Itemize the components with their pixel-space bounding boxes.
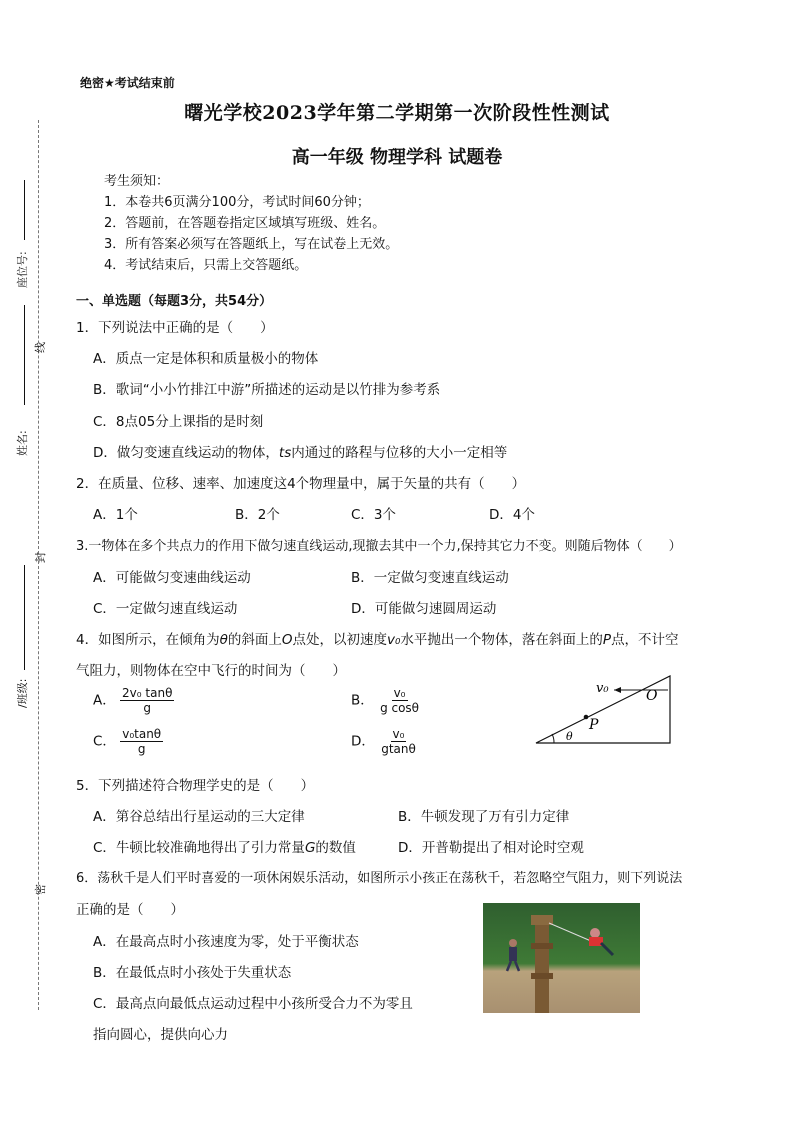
q4-stem-text: 的斜面上 — [227, 632, 282, 648]
q2-option-b: B．2个 — [235, 507, 280, 523]
q4-stem-text: 4．如图所示，在倾角为 — [76, 632, 220, 648]
point-p-dot — [584, 715, 589, 720]
notice-item: 1．本卷共6页满分100分，考试时间60分钟； — [104, 195, 370, 210]
binding-dashed-line — [38, 120, 39, 1010]
q4-option-b — [351, 686, 421, 715]
q2-option-a: A．1个 — [93, 507, 138, 523]
q4-stem-text: 点，不计空 — [611, 632, 679, 648]
q4-d-den: gtanθ — [381, 742, 416, 756]
q4-option-d — [351, 727, 418, 756]
figure-theta-label: θ — [566, 730, 573, 743]
q4-option-c — [93, 727, 163, 756]
q2-option-c: C．3个 — [351, 507, 397, 523]
q5-c-text: 的数值 — [315, 840, 356, 856]
q2-option-d: D．4个 — [489, 507, 535, 523]
q4-b-num: v₀ — [393, 686, 406, 700]
swing-post-band — [531, 943, 553, 949]
q4-b-fraction — [378, 686, 421, 715]
secret-label: 绝密★考试结束前 — [80, 76, 175, 90]
q2-stem: 2．在质量、位移、速率、加速度这4个物理量中，属于矢量的共有（ ） — [76, 476, 526, 492]
standing-child-body — [509, 947, 517, 961]
q4-point-o: O — [281, 632, 293, 648]
q1-option-a: A．质点一定是体积和质量极小的物体 — [93, 351, 319, 367]
q6-option-c-continued: 指向圆心，提供向心力 — [93, 1027, 228, 1043]
q1-d-text: 内通过的路程与位移的大小一定相等 — [291, 445, 508, 461]
angle-arc — [552, 734, 554, 743]
notice-heading: 考生须知： — [104, 174, 170, 189]
q4-b-label: B． — [351, 692, 374, 709]
q4-b-den: g cosθ — [380, 701, 420, 715]
q4-d-num: v₀ — [392, 727, 405, 741]
q4-a-fraction — [120, 686, 174, 715]
q4-a-num: 2v₀ tanθ — [122, 686, 173, 700]
q1-option-c: C．8点05分上课指的是时刻 — [93, 414, 264, 430]
q5-option-b: B．牛顿发现了万有引力定律 — [398, 809, 570, 825]
q5-option-d: D．开普勒提出了相对论时空观 — [398, 840, 584, 856]
q4-c-fraction — [120, 727, 163, 756]
q4-d-label: D． — [351, 733, 375, 750]
q1-option-b: B．歌词“小小竹排江中游”所描述的运动是以竹排为参考系 — [93, 382, 441, 398]
q1-stem: 1．下列说法中正确的是（ ） — [76, 320, 274, 336]
q4-a-label: A． — [93, 692, 116, 709]
name-underline — [24, 305, 25, 405]
q4-stem-text: 点处，以初速度 — [292, 632, 387, 648]
class-label: /班级: — [16, 678, 29, 708]
q4-stem-text: 水平抛出一个物体，落在斜面上的 — [400, 632, 603, 648]
exam-subtitle: 高一年级 物理学科 试题卷 — [291, 147, 503, 168]
q1-d-var: ts — [278, 445, 292, 461]
child-on-swing-head — [590, 928, 600, 938]
q4-theta: θ — [219, 632, 228, 648]
figure-p-label: P — [589, 717, 599, 733]
q4-stem-line2: 气阻力，则物体在空中飞行的时间为（ ） — [76, 663, 346, 679]
q4-stem — [76, 628, 679, 648]
seat-label: 座位号: — [16, 251, 29, 288]
figure-v0-label: v₀ — [596, 681, 609, 696]
binding-mark-feng: 封 — [34, 552, 47, 563]
swing-rope — [549, 923, 591, 941]
q4-c-label: C． — [93, 733, 116, 750]
notice-item: 4．考试结束后，只需上交答题纸。 — [104, 258, 308, 273]
standing-child-leg — [507, 961, 511, 971]
q6-stem: 6．荡秋千是人们平时喜爱的一项休闲娱乐活动，如图所示小孩正在荡秋千，若忽略空气阻力，则下列说法 — [76, 871, 683, 886]
q3-option-a: A．可能做匀变速曲线运动 — [93, 570, 251, 586]
q3-option-b: B．一定做匀变速直线运动 — [351, 570, 509, 586]
q4-point-p: P — [602, 632, 612, 648]
q4-d-fraction — [379, 727, 418, 756]
q5-c-text: C．牛顿比较准确地得出了引力常量 — [93, 840, 305, 856]
q6-stem-line2: 正确的是（ ） — [76, 902, 184, 918]
q5-option-c — [93, 836, 356, 856]
q5-stem: 5．下列描述符合物理学史的是（ ） — [76, 778, 315, 794]
q3-option-c: C．一定做匀速直线运动 — [93, 601, 238, 617]
q6-option-b: B．在最低点时小孩处于失重状态 — [93, 965, 292, 981]
swing-post — [535, 921, 549, 1013]
q3-option-d: D．可能做匀速圆周运动 — [351, 601, 497, 617]
binding-mark-xian: 线 — [34, 342, 47, 353]
child-on-swing-legs — [601, 943, 613, 955]
exam-title: 曙光学校2023学年第二学期第一次阶段性性测试 — [184, 102, 610, 124]
q1-option-d — [93, 441, 507, 461]
q3-stem: 3.一物体在多个共点力的作用下做匀速直线运动,现撤去其中一个力,保持其它力不变。则随后物体（ ） — [76, 539, 682, 554]
q4-a-den: g — [143, 701, 152, 715]
swing-post-band — [531, 973, 553, 979]
incline-figure — [530, 670, 680, 750]
q6-option-c: C．最高点向最低点运动过程中小孩所受合力不为零且 — [93, 996, 413, 1012]
figure-o-label: O — [646, 688, 658, 704]
standing-child-leg — [515, 961, 519, 971]
notice-block — [104, 171, 398, 276]
binding-mark-mi: 密 — [34, 884, 47, 895]
seat-underline — [24, 180, 25, 240]
swing-photo-illustration — [483, 903, 640, 1013]
class-underline — [24, 565, 25, 670]
notice-item: 2．答题前，在答题卷指定区域填写班级、姓名。 — [104, 216, 386, 231]
q6-option-a: A．在最高点时小孩速度为零，处于平衡状态 — [93, 934, 359, 950]
q4-c-num: v₀tanθ — [122, 727, 162, 741]
standing-child-head — [509, 939, 517, 947]
q4-c-den: g — [137, 742, 146, 756]
swing-photo — [483, 903, 640, 1013]
q5-option-a: A．第谷总结出行星运动的三大定律 — [93, 809, 305, 825]
q5-c-var: G — [304, 840, 316, 856]
name-label: 姓名: — [16, 430, 29, 456]
q1-d-text: D．做匀变速直线运动的物体， — [93, 445, 279, 461]
notice-item: 3．所有答案必须写在答题纸上，写在试卷上无效。 — [104, 237, 399, 252]
section-heading: 一、单选题（每题3分，共54分） — [76, 294, 273, 309]
velocity-arrowhead — [614, 687, 621, 693]
q4-v0: v₀ — [387, 632, 401, 648]
q4-option-a — [93, 686, 174, 715]
